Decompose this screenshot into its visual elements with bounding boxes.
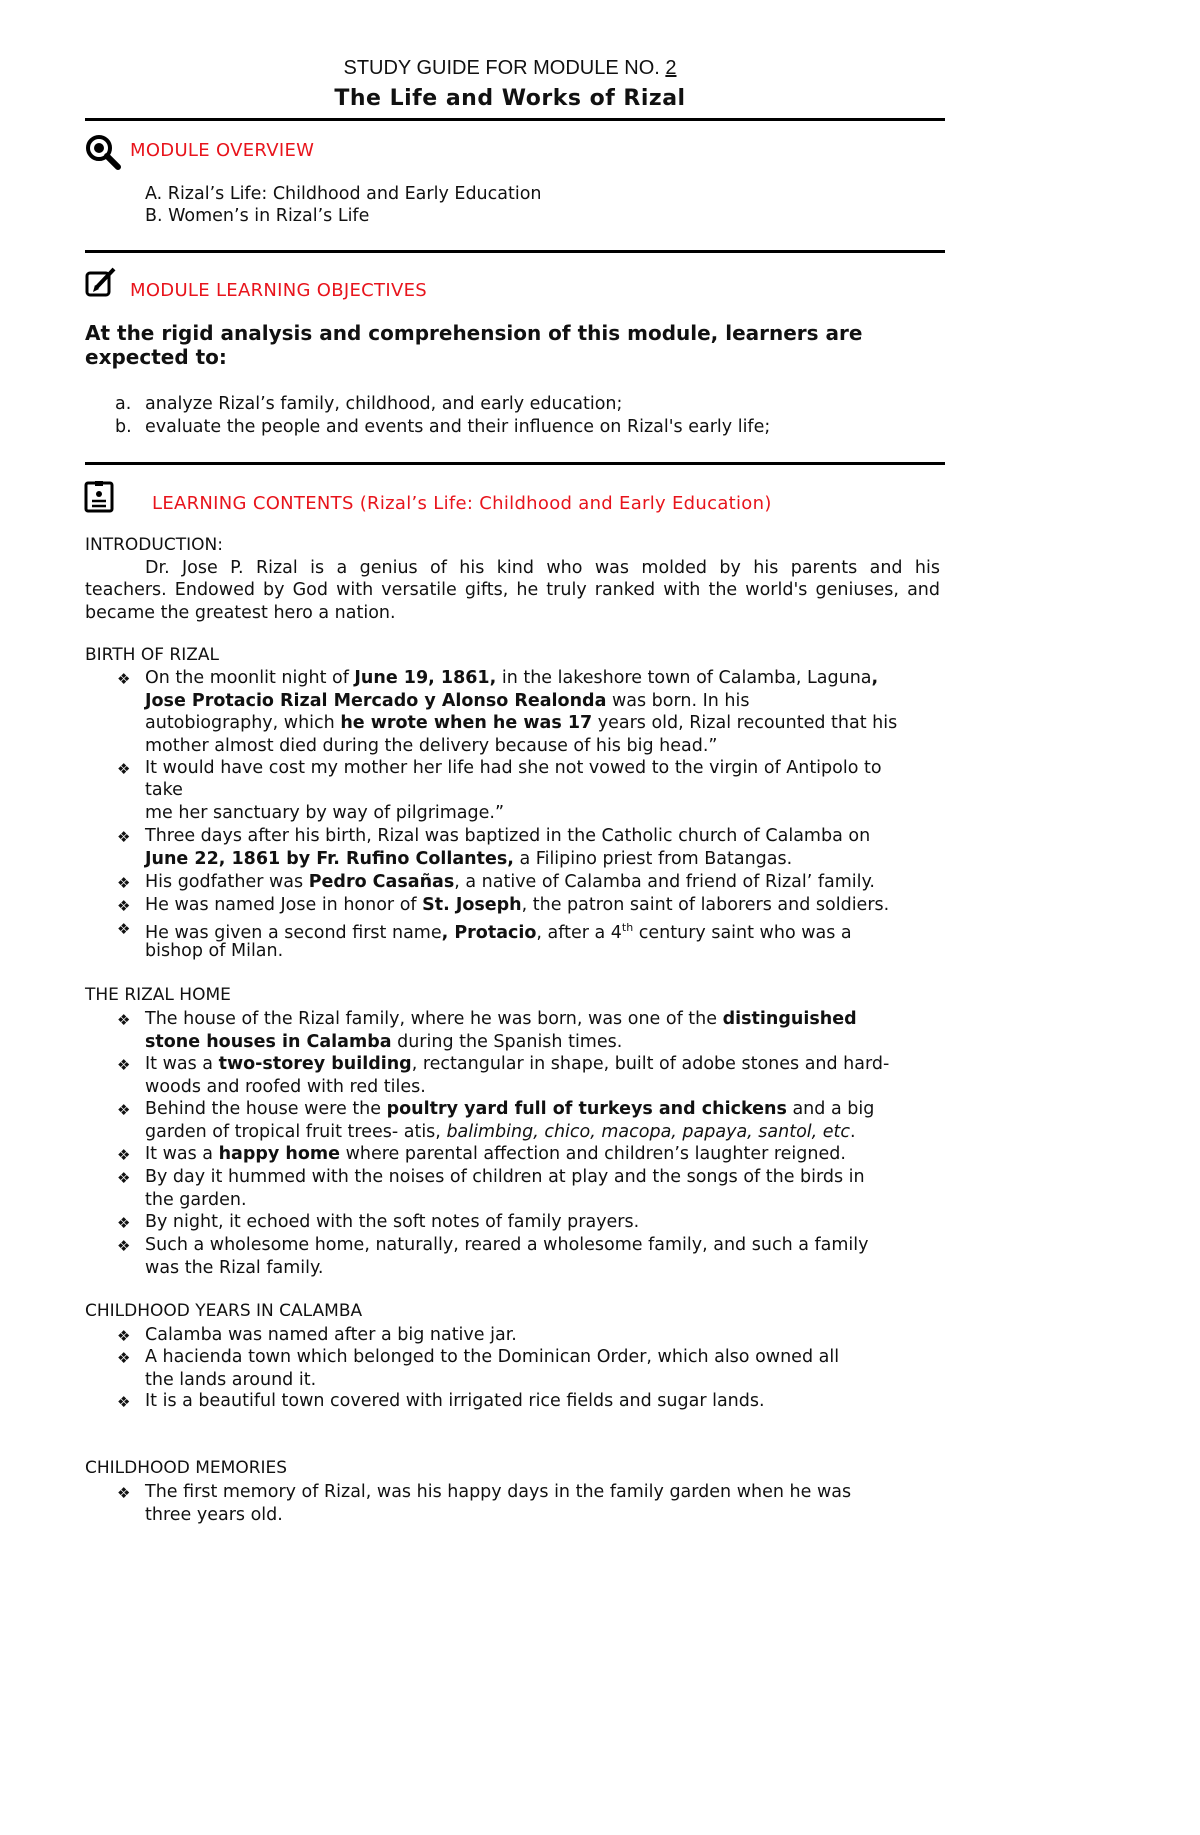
bullet-text: me her sanctuary by way of pilgrimage.” [145,803,505,823]
document-subtitle: The Life and Works of Rizal [334,86,686,111]
bullet-icon: ❖ [117,1101,131,1119]
divider [85,118,945,121]
bullet-text: the lands around it. [145,1370,317,1390]
document-title [0,57,1020,80]
bullet-icon: ❖ [117,1169,131,1187]
bullet-text: June 22, 1861 by Fr. Rufino Collantes, a Filipino priest from Batangas. [145,849,793,869]
edit-pencil-icon [84,266,118,300]
contact-card-icon [84,481,114,513]
section-title-objectives: MODULE LEARNING OBJECTIVES [130,280,427,301]
bullet-icon: ❖ [117,670,131,688]
bullet-text: By day it hummed with the noises of children at play and the songs of the birds in [145,1167,865,1187]
bullet-text: It was a happy home where parental affection and children’s laughter reigned. [145,1144,846,1164]
intro-paragraph: teachers. Endowed by God with versatile gifts, he truly ranked with the world's geniuses, and [85,580,940,600]
overview-item: B. Women’s in Rizal’s Life [145,206,370,226]
bullet-text: A hacienda town which belonged to the Dominican Order, which also owned all [145,1347,840,1367]
bullet-text: He was given a second first name, Protacio, after a 4th century saint who was a [145,921,852,943]
bullet-text: mother almost died during the delivery because of his big head.” [145,736,718,756]
bullet-icon: ❖ [117,1237,131,1255]
bullet-icon: ❖ [117,1056,131,1074]
bullet-icon: ❖ [117,1393,131,1411]
bullet-icon: ❖ [117,874,131,892]
module-number: 2 [665,57,677,79]
objective-marker: a. [115,394,132,414]
bullet-text: Such a wholesome home, naturally, reared a wholesome family, and such a family [145,1235,869,1255]
bullet-icon: ❖ [117,897,131,915]
bullet-text: three years old. [145,1505,283,1525]
bullet-icon: ❖ [117,760,131,778]
bullet-text: garden of tropical fruit trees- atis, balimbing, chico, macopa, papaya, santol, etc. [145,1122,856,1142]
bullet-icon: ❖ [117,920,131,938]
heading-birth: BIRTH OF RIZAL [85,645,219,665]
intro-paragraph: became the greatest hero a nation. [85,603,396,623]
bullet-text: was the Rizal family. [145,1258,324,1278]
intro-paragraph: Dr. Jose P. Rizal is a genius of his kind who was molded by his parents and his [145,558,940,578]
bullet-icon: ❖ [117,1011,131,1029]
objective-marker: b. [115,417,132,437]
bullet-text: The house of the Rizal family, where he was born, was one of the distinguished [145,1009,857,1029]
bullet-icon: ❖ [117,1146,131,1164]
bullet-text: autobiography, which he wrote when he was 17 years old, Rizal recounted that his [145,713,898,733]
divider [85,250,945,253]
bullet-text: the garden. [145,1190,247,1210]
bullet-icon: ❖ [117,1214,131,1232]
heading-childhood-memories: CHILDHOOD MEMORIES [85,1458,288,1478]
bullet-text: By night, it echoed with the soft notes of family prayers. [145,1212,640,1232]
heading-introduction: INTRODUCTION: [85,535,223,555]
overview-item: A. Rizal’s Life: Childhood and Early Education [145,184,542,204]
objectives-lead: expected to: [85,345,227,369]
bullet-icon: ❖ [117,828,131,846]
bullet-icon: ❖ [117,1484,131,1502]
bullet-text: Calamba was named after a big native jar. [145,1325,517,1345]
divider [85,462,945,465]
bullet-icon: ❖ [117,1349,131,1367]
bullet-text: woods and roofed with red tiles. [145,1077,426,1097]
bullet-text: It is a beautiful town covered with irrigated rice fields and sugar lands. [145,1391,765,1411]
heading-rizal-home: THE RIZAL HOME [85,985,231,1005]
bullet-text: His godfather was Pedro Casañas, a native of Calamba and friend of Rizal’ family. [145,872,875,892]
bullet-text: The first memory of Rizal, was his happy days in the family garden when he was [145,1482,852,1502]
bullet-text: Jose Protacio Rizal Mercado y Alonso Realonda was born. In his [145,691,750,711]
objective-item: analyze Rizal’s family, childhood, and early education; [145,394,623,414]
bullet-text: It was a two-storey building, rectangular in shape, built of adobe stones and hard- [145,1054,890,1074]
bullet-icon: ❖ [117,1327,131,1345]
bullet-text: take [145,780,183,800]
bullet-text: stone houses in Calamba during the Spanish times. [145,1032,623,1052]
bullet-text: Three days after his birth, Rizal was baptized in the Catholic church of Calamba on [145,826,871,846]
bullet-text: He was named Jose in honor of St. Joseph, the patron saint of laborers and soldiers. [145,895,890,915]
objectives-lead: At the rigid analysis and comprehension of this module, learners are [85,321,863,345]
title-prefix: STUDY GUIDE FOR MODULE NO. [343,57,666,79]
bullet-text: bishop of Milan. [145,941,284,961]
bullet-text: On the moonlit night of June 19, 1861, in the lakeshore town of Calamba, Laguna, [145,668,879,688]
bullet-text: Behind the house were the poultry yard full of turkeys and chickens and a big [145,1099,875,1119]
section-title-contents: LEARNING CONTENTS (Rizal’s Life: Childhood and Early Education) [152,493,772,514]
bullet-text: It would have cost my mother her life had she not vowed to the virgin of Antipolo to [145,758,882,778]
heading-childhood-years: CHILDHOOD YEARS IN CALAMBA [85,1301,363,1321]
magnifier-icon [84,133,122,171]
objective-item: evaluate the people and events and their influence on Rizal's early life; [145,417,771,437]
section-title-overview: MODULE OVERVIEW [130,140,315,161]
